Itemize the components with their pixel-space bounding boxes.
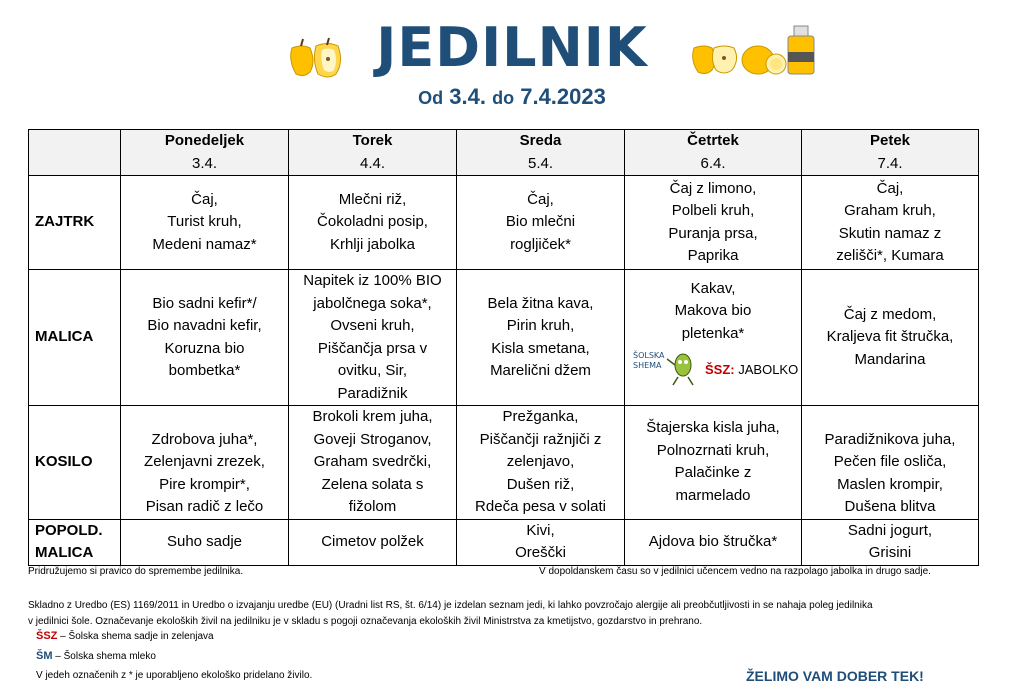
menu-item: Zelenjavni zrezek, [144, 453, 265, 470]
menu-cell [289, 270, 457, 406]
menu-item: Maslen krompir, [837, 475, 943, 493]
menu-item: Kraljeva fit štručka, [826, 328, 954, 346]
menu-cell [457, 406, 625, 520]
menu-item: Oreščki [515, 544, 566, 561]
menu-item: Bio navadni kefir, [147, 317, 262, 334]
ssz-logo-line1: ŠOLSKA [633, 351, 665, 361]
legend-ssz-desc: – Šolska shema sadje in zelenjava [57, 631, 214, 642]
menu-cell [802, 270, 979, 406]
menu-item: Grisini [868, 544, 912, 561]
menu-item: Dušena blitva [844, 498, 936, 515]
menu-item: ovitku, Sir, [337, 362, 408, 379]
menu-item: pletenka* [681, 324, 745, 342]
menu-item: Paprika [687, 247, 739, 264]
menu-item: Pire krompir*, [159, 475, 250, 493]
fruit-availability-note: V dopoldanskem času so v jedilnici učencem vedno na razpolago jabolka in drugo sadje. [539, 566, 931, 577]
meal-label-zajtrk: ZAJTRK [29, 176, 121, 270]
menu-item: Sadni jogurt, [847, 521, 933, 539]
menu-item: Kakav, [690, 279, 736, 297]
menu-cell [121, 176, 289, 270]
menu-item: Bio mlečni [505, 213, 576, 231]
menu-item: Piščančji ražnjiči z [479, 430, 602, 448]
day-header-wednesday: Sreda 5.4. [457, 130, 625, 176]
menu-cell [457, 519, 625, 565]
legend-eco: V jedeh označenih z * je uporabljeno ekološko pridelano živilo. [36, 670, 313, 681]
menu-item: Graham kruh, [844, 202, 936, 219]
menu-cell [457, 270, 625, 406]
meal-label-kosilo: KOSILO [29, 406, 121, 520]
menu-cell-thursday-malica [625, 270, 802, 406]
corner-cell [29, 130, 121, 176]
menu-item: Zdrobova juha*, [151, 430, 258, 448]
menu-cell [802, 406, 979, 520]
menu-item: Kisla smetana, [491, 339, 590, 357]
menu-cell [802, 176, 979, 270]
ssz-logo-line2: SHEMA [633, 361, 662, 371]
menu-item: Koruzna bio [164, 339, 245, 357]
menu-item: Graham svedrčki, [313, 453, 432, 470]
menu-cell [121, 406, 289, 520]
date-to: 7.4.2023 [520, 84, 606, 109]
menu-cell [289, 519, 457, 565]
menu-cell [121, 270, 289, 406]
day-header-thursday: Četrtek 6.4. [625, 130, 802, 176]
menu-cell [289, 406, 457, 520]
day-header-tuesday: Torek 4.4. [289, 130, 457, 176]
menu-item: fižolom [348, 498, 397, 515]
disclaimer-note: Pridružujemo si pravico do spremembe jedilnika. [28, 566, 244, 577]
menu-item: Palačinke z [674, 464, 752, 482]
menu-item: Pisan radič z lečo [145, 498, 264, 515]
menu-item: Mandarina [854, 350, 926, 368]
menu-item: Mlečni riž, [338, 190, 407, 208]
ssz-value: JABOLKO [738, 362, 799, 378]
menu-item: marmelado [675, 486, 751, 504]
menu-item: Piščančja prsa v [317, 339, 428, 357]
menu-table [28, 129, 979, 566]
menu-item: Napitek iz 100% BIO [303, 272, 442, 289]
page-title: JEDILNIK [376, 16, 648, 79]
ssz-block [627, 345, 799, 397]
menu-item: Čaj, [191, 190, 218, 208]
closing-wish: ŽELIMO VAM DOBER TEK! [746, 668, 924, 684]
menu-item: Štajerska kisla juha, [646, 419, 780, 437]
menu-item: Cimetov polžek [321, 532, 424, 550]
menu-item: Prežganka, [502, 408, 579, 425]
menu-item: Pirin kruh, [506, 317, 575, 334]
menu-item: Bio sadni kefir*/ [152, 294, 257, 312]
malica-row [29, 270, 979, 406]
ssz-text [705, 359, 798, 382]
menu-item: Skutin namaz z [838, 224, 942, 242]
fruits-juice-illustration-icon [690, 24, 822, 76]
date-from: 3.4. [449, 84, 486, 109]
menu-item: Čaj z medom, [843, 305, 937, 323]
legal-line: v jedilnici šole. Označevanje ekoloških živil na jedilniku je v skladu s pogoji označevanja ekoloških živil Ministrstva za kmetijstvo, gozdarstvo in prehrano. [28, 616, 703, 627]
menu-cell [802, 519, 979, 565]
menu-item: Kivi, [526, 521, 555, 539]
menu-item: Čaj, [876, 179, 904, 197]
meal-label-malica: MALICA [29, 270, 121, 406]
menu-cell [457, 176, 625, 270]
ssz-label: ŠSZ: [705, 362, 735, 378]
header-row [29, 130, 979, 176]
legal-notice [28, 598, 1018, 630]
menu-item: Suho sadje [166, 532, 243, 550]
menu-item: zelenjavo, [506, 453, 575, 470]
legal-line: Skladno z Uredbo (ES) 1169/2011 in Uredbo o izvajanju uredbe (EU) (Uradni list RS, št. 6/14) je izdelan seznam jedi, ki lahko povzročajo alergije ali preobčutljivosti in se nahaja poleg jedilnika [28, 600, 873, 611]
menu-item: Ovseni kruh, [330, 317, 415, 334]
menu-item: Medeni namaz* [152, 235, 257, 253]
menu-item: zelišči*, Kumara [836, 247, 944, 264]
kosilo-row [29, 406, 979, 520]
menu-item: Krhlji jabolka [329, 235, 416, 253]
menu-cell [625, 406, 802, 520]
popoldanska-row [29, 519, 979, 565]
legend-ssz-key: ŠSZ [36, 630, 58, 642]
solska-shema-logo-icon [631, 347, 701, 387]
menu-item: Turist kruh, [167, 213, 242, 231]
menu-cell-text [627, 278, 799, 346]
menu-cell [625, 519, 802, 565]
legend-ssz [36, 630, 214, 642]
menu-item: Makova bio [674, 302, 752, 320]
menu-item: Polnozrnati kruh, [656, 441, 770, 459]
menu-item: rogljiček* [510, 235, 571, 253]
menu-item: Čaj z limono, [669, 179, 757, 197]
menu-item: Puranja prsa, [668, 224, 758, 242]
menu-item: jabolčnega soka*, [313, 294, 432, 312]
menu-item: Brokoli krem juha, [312, 408, 433, 425]
date-from-label: Od [418, 88, 444, 108]
menu-item: Čokoladni posip, [317, 213, 428, 231]
day-header-friday: Petek 7.4. [802, 130, 979, 176]
date-range [0, 84, 1024, 110]
menu-item: Goveji Stroganov, [313, 430, 432, 448]
meal-label-popoldanska: POPOLD. MALICA [29, 519, 121, 565]
legend-sm-key: ŠM [36, 650, 53, 662]
menu-item: Zelena solata s [321, 475, 424, 493]
apples-illustration-icon [286, 36, 346, 78]
menu-item: Marelični džem [490, 362, 591, 379]
menu-item: Ajdova bio štručka* [648, 532, 778, 550]
menu-item: Pečen file osliča, [833, 453, 947, 470]
day-header-monday: Ponedeljek 3.4. [121, 130, 289, 176]
menu-cell [289, 176, 457, 270]
menu-item: bombetka* [168, 362, 241, 379]
legend-sm-desc: – Šolska shema mleko [52, 651, 156, 662]
menu-item: Dušen riž, [506, 475, 575, 493]
menu-cell [625, 176, 802, 270]
menu-item: Polbeli kruh, [671, 202, 755, 219]
zajtrk-row [29, 176, 979, 270]
menu-item: Čaj, [527, 190, 554, 208]
menu-cell [121, 519, 289, 565]
menu-item: Rdeča pesa v solati [475, 498, 606, 515]
menu-item: Bela žitna kava, [487, 294, 594, 312]
date-to-label: do [492, 88, 515, 108]
menu-item: Paradižnik [337, 384, 408, 402]
legend-sm [36, 650, 156, 662]
menu-item: Paradižnikova juha, [824, 430, 956, 448]
